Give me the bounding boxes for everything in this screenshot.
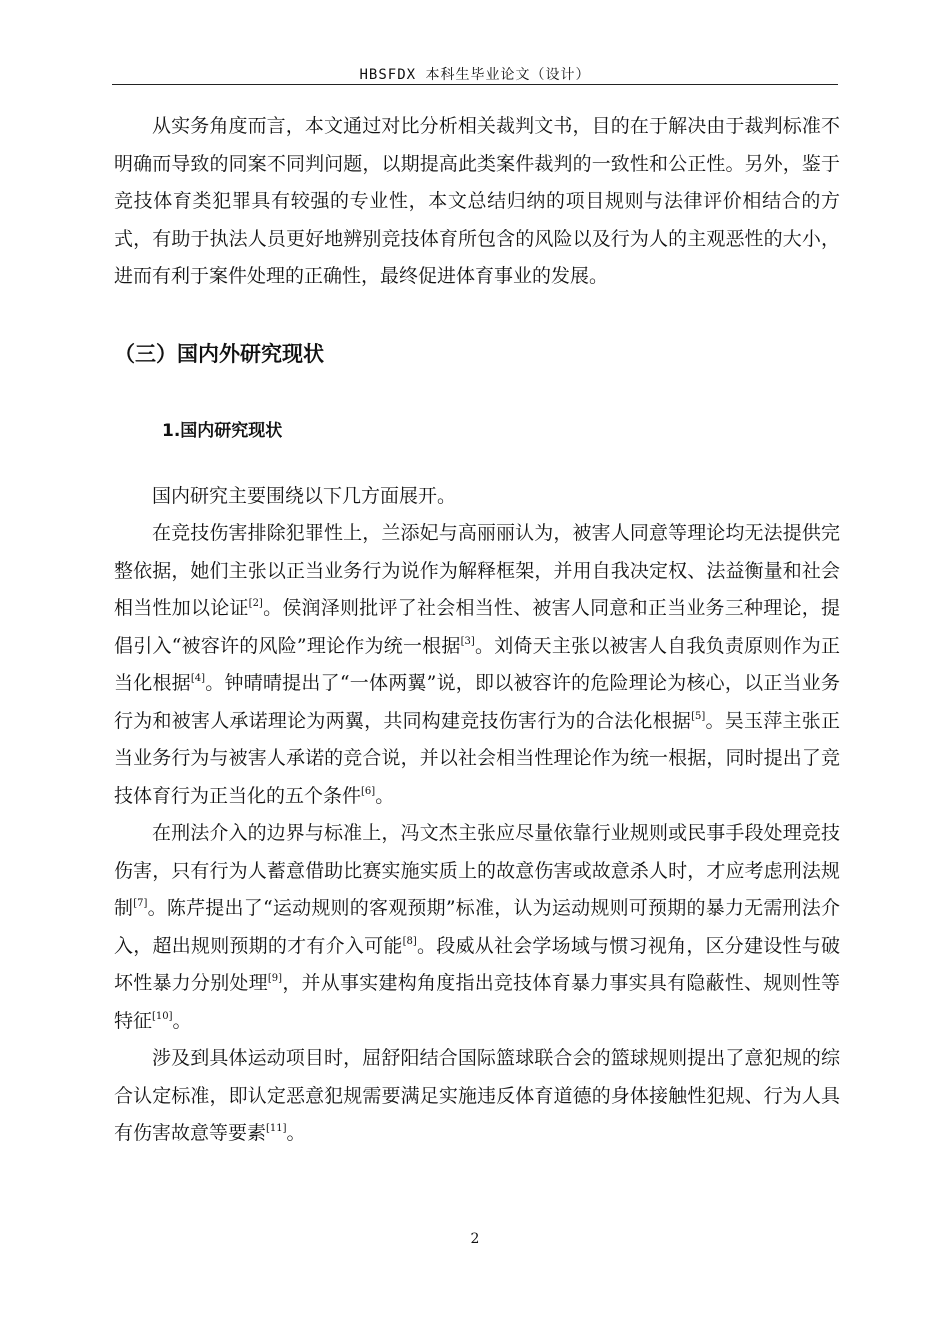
citation-ref: [7] [133, 898, 148, 909]
paragraph-text: 。钟晴晴提出了“一体两翼”说，即以被容许的危险理论为核心，以正当业务行为和被害人承诺理论为两翼，共同构建竞技伤害行为的合法化根据 [114, 672, 840, 732]
paragraph-text: 。 [286, 1122, 306, 1144]
boundary-paragraph [114, 815, 840, 1040]
section-heading: （三）国内外研究现状 [114, 342, 324, 366]
citation-ref: [6] [361, 785, 376, 797]
citation-ref: [4] [190, 673, 206, 684]
paragraph-text: 在刑法介入的边界与标准上，冯文杰主张应尽量依靠行业规则或民事手段处理竞技伤害，只有行为人蓄意借助比赛实施实质上的故意伤害或故意杀人时，才应考虑刑法规制 [114, 822, 840, 919]
citation-ref: [3] [460, 635, 475, 647]
paragraph-text: 。 [375, 784, 395, 807]
paragraph-text: 涉及到具体运动项目时，屈舒阳结合国际篮球联合会的篮球规则提出了意犯规的综合认定标准，即认定恶意犯规需要满足实施违反体育道德的身体接触性犯规、行为人具有伤害故意等要素 [114, 1047, 840, 1144]
intro-paragraph: 从实务角度而言，本文通过对比分析相关裁判文书，目的在于解决由于裁判标准不明确而导致的同案不同判问题，以期提高此类案件裁判的一致性和公正性。另外，鉴于竞技体育类犯罪具有较强的专业性，本文总结归纳的项目规则与法律评价相结合的方式，有助于执法人员更好地辨别竞技体育所包含的风险以及行为人的主观恶性的大小，进而有利于案件处理的正确性，最终促进体育事业的发展。 [114, 115, 840, 287]
paragraph-text: 。段威从社会学场域与惯习视角，区分建设性与破坏性暴力分别处理 [114, 934, 840, 994]
paragraph-text: 。侯润泽则批评了社会相当性、被害人同意和正当业务三种理论，提倡引入“被容许的风险”理论作为统一根据 [114, 597, 840, 657]
citation-ref: [10] [152, 1010, 173, 1022]
citation-ref: [8] [402, 935, 417, 947]
subsection-heading: 1.国内研究现状 [162, 421, 283, 441]
paragraph-text: ，并从事实建构角度指出竞技体育暴力事实具有隐蔽性、规则性等特征 [114, 972, 840, 1032]
justification-paragraph [114, 515, 840, 815]
citation-ref: [5] [691, 710, 706, 722]
paragraph-text: 在竞技伤害排除犯罪性上，兰添妃与高丽丽认为，被害人同意等理论均无法提供完整依据，她们主张以正当业务行为说作为解释框架，并用自我决定权、法益衡量和社会相当性加以论证 [114, 522, 840, 619]
page-number: 2 [470, 1231, 480, 1247]
citation-ref: [2] [248, 598, 263, 609]
paragraph-text: 。 [172, 1009, 192, 1032]
sports-paragraph [114, 1040, 840, 1153]
paragraph-text: 。陈芹提出了“运动规则的客观预期”标准，认为运动规则可预期的暴力无需刑法介入，超出规则预期的才有介入可能 [114, 897, 840, 957]
overview-paragraph: 国内研究主要围绕以下几方面展开。 [152, 485, 457, 507]
header-rule [112, 84, 838, 85]
citation-ref: [9] [267, 973, 283, 984]
paragraph-text: 。吴玉萍主张正当业务行为与被害人承诺的竞合说，并以社会相当性理论作为统一根据，同时提出了竞技体育行为正当化的五个条件 [114, 709, 840, 807]
citation-ref: [11] [266, 1123, 287, 1134]
running-header: HBSFDX 本科生毕业论文（设计） [359, 67, 591, 83]
paragraph-text: 。刘倚天主张以被害人自我负责原则作为正当化根据 [114, 634, 840, 694]
